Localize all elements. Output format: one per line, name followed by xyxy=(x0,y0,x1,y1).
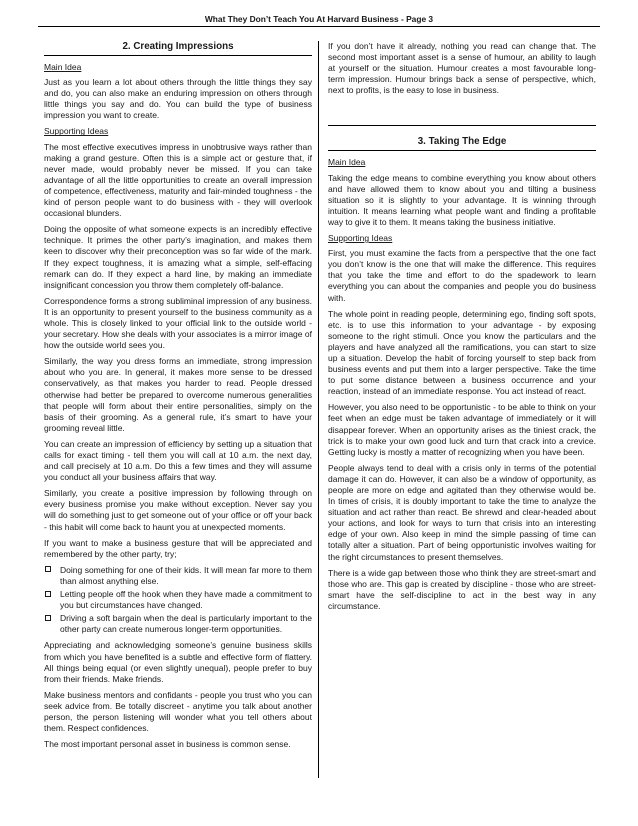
page-header-title: What They Don’t Teach You At Harvard Business - Page 3 xyxy=(204,14,434,24)
supporting-ideas-label: Supporting Ideas xyxy=(328,233,393,244)
checkbox-bullet-icon xyxy=(45,591,51,597)
list-item xyxy=(44,565,312,587)
main-idea-label: Main Idea xyxy=(44,62,82,72)
paragraph: The most effective executives impress in unobtrusive ways rather than making a grand gesture. Often this is a simple act or gesture that, if never made, would probably never be missed. If you can take advantage of all the little opportunities to create an overall impression of competence, effectiveness, maturity and fair-minded toughness - the kind of person people want to do business with - they will overlook occasional blunders. xyxy=(44,141,312,219)
paragraph: Appreciating and acknowledging someone’s genuine business skills from which you have benefited is a subtle and effective form of flattery. All things being equal (or even slightly unequal), people prefer to buy from their friends. Make friends. xyxy=(44,640,312,684)
paragraph: If you want to make a business gesture that will be appreciated and remembered by the other party, try; xyxy=(44,537,312,559)
list-item xyxy=(44,589,312,611)
list-item-text: Driving a soft bargain when the deal is particularly important to the other party can create numerous longer-term opportunities. xyxy=(60,613,312,635)
paragraph: The whole point in reading people, determining ego, finding soft spots, etc. is to use this information to your advantage - by exposing someone to the right stimuli. Once you know the particulars and the players and have analyzed all the ramifications, you can start to size up a situation. Develop the habit of forcing yourself to step back from business events and put them into a larger perspective. Take the time to put some distance between a business occurrence and your reaction, instead of an immediate response. You act instead of react. xyxy=(328,308,596,397)
main-idea-label: Main Idea xyxy=(328,157,366,168)
column-divider xyxy=(318,41,319,778)
paragraph: Doing the opposite of what someone expects is an incredibly effective technique. It primes the other party’s imagination, and makes them keen to discover why their preconception was so far wide of the mark. If they expect toughness, it is amazing what a simple, self-effacing remark can do. If they expect a hard line, by making an immediate insignificant concession you throw them completely off-balance. xyxy=(44,224,312,290)
section-rule xyxy=(328,125,596,126)
section-title-taking-the-edge: 3. Taking The Edge xyxy=(417,136,507,148)
paragraph: However, you also need to be opportunistic - to be able to think on your feet when an edge must be taken advantage of immediately or it will disappear forever. When an opportunity arises as the tiniest crack, the trick is to make your own good luck and turn that crack into a crevice. Getting lucky is mostly a matter of recognizing when you have been. xyxy=(328,402,596,457)
spacer xyxy=(328,101,596,125)
paragraph: People always tend to deal with a crisis only in terms of the potential damage it can do. However, it can also be a window of opportunity, as people are more on edge and agitated than they otherwise would be. In times of crisis, it is doubly important to take the time to analyze the situation and act rather than react. Be shrewd and clear-headed about your actions, and look for ways to turn that crisis into an interesting edge of your own. Also keep in mind the simple passing of time can totally alter a situation. Part of being opportunistic involves waiting for the right circumstances to present themselves. xyxy=(328,462,596,562)
main-idea-text: Just as you learn a lot about others through the little things they say and do, you can also make an enduring impression on others through little things you say and do. You can build the type of business impression you want to create. xyxy=(44,77,312,121)
paragraph: Correspondence forms a strong subliminal impression of any business. It is an opportunity to present yourself to the business community as a whole. This is closely linked to your official link to the outside world - your secretary. How she deals with your associates is a mirror image of how the outside world sees you. xyxy=(44,295,312,351)
list-item-text: Doing something for one of their kids. It will mean far more to them than almost anything else. xyxy=(60,564,312,586)
supporting-ideas-label: Supporting Ideas xyxy=(44,126,109,137)
section-title-creating-impressions: 2. Creating Impressions xyxy=(122,41,234,52)
checkbox-bullet-icon xyxy=(45,566,51,572)
checkbox-bullet-icon xyxy=(45,615,51,621)
continued-paragraph: If you don’t have it already, nothing you read can change that. The second most important asset is a sense of humour, an ability to laugh at yourself or the situation. Humour creates a most favourable long-term impression. Humour brings back a sense of perspective, which, next to profits, is the easy to lose in business. xyxy=(328,41,596,96)
paragraph: Similarly, you create a positive impression by following through on every business promise you make without exception. Never say you will do something just to get someone out of your office or off your back - this habit will come back to haunt you at unexpected moments. xyxy=(44,488,312,532)
list-item xyxy=(44,613,312,635)
main-idea-text: Taking the edge means to combine everything you know about others and have allowed them to know about you and tilting a business situation so it is slightly to your advantage. It is winning through intuition. It means learning what people want and finding a profitable way to give it to them. It means taking the business initiative. xyxy=(328,172,596,227)
left-column xyxy=(44,41,312,755)
paragraph: Similarly, the way you dress forms an immediate, strong impression about who you are. In general, it makes more sense to be dressed conservatively, as that makes you harder to read. People dressed otherwise had better be prepared to overcome numerous generalities that people will form about their entire personalities, simply on the basis of their grooming. As a general rule, it’s smart to have your grooming reveal little. xyxy=(44,356,312,433)
page-header xyxy=(38,14,600,27)
section-rule xyxy=(44,55,312,56)
gesture-list xyxy=(44,565,312,636)
right-column xyxy=(328,41,596,617)
paragraph: Make business mentors and confidants - people you trust who you can seek advice from. Be totally discreet - anytime you talk about another person, the person listening will wonder what you tell others about them. Respect confidences. xyxy=(44,689,312,734)
list-item-text: Letting people off the hook when they have made a commitment to you but circumstances have changed. xyxy=(60,589,312,611)
paragraph: The most important personal asset in business is common sense. xyxy=(44,739,291,750)
paragraph: First, you must examine the facts from a perspective that the one fact you don’t know is the one that will make the difference. This requires that you take the time and effort to do the spadework to learn everything you can about the companies and people you do business with. xyxy=(328,248,596,303)
paragraph: There is a wide gap between those who think they are street-smart and those who are. This gap is created by discipline - those who are street-smart have the self-discipline to act in the best way in any circumstance. xyxy=(328,567,596,611)
paragraph: You can create an impression of efficiency by setting up a situation that calls for exact timing - tell them you will call at 10 a.m. the next day, and call precisely at 10 a.m. Do this a few times and they will assume you conduct all your business affairs that way. xyxy=(44,438,312,483)
section-rule xyxy=(328,150,596,151)
